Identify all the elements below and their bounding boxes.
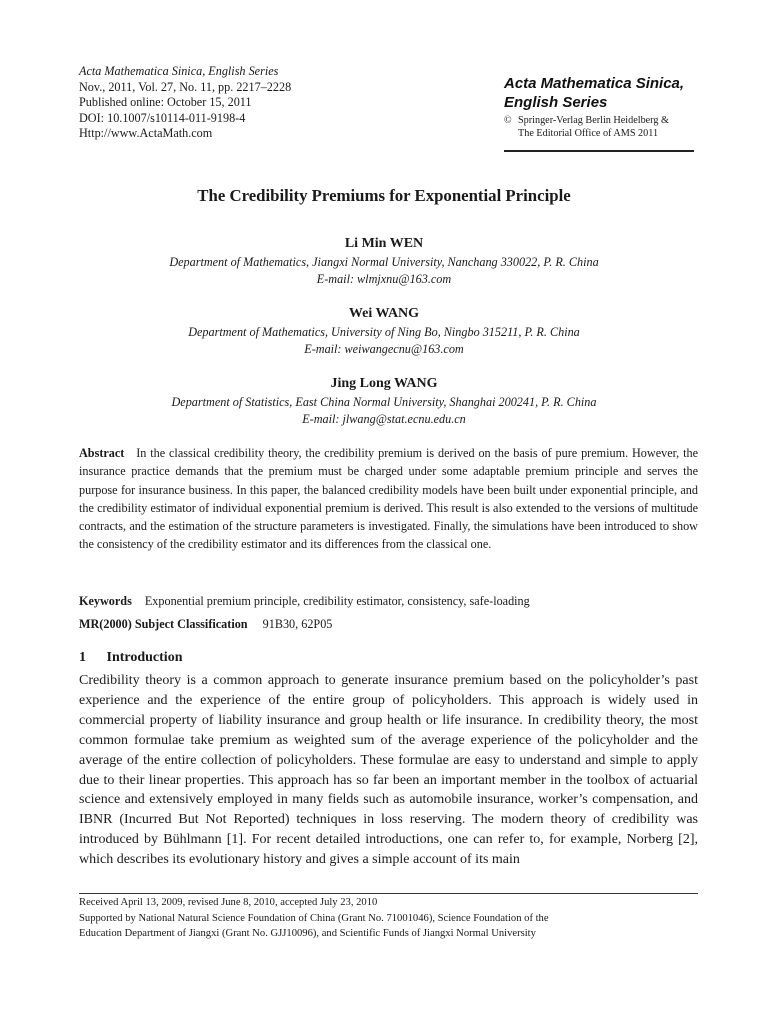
received-dates: Received April 13, 2009, revised June 8, 2010, accepted July 23, 2010 (79, 897, 378, 908)
author-email: E-mail: wlmjxnu@163.com (316, 272, 452, 286)
author-email: E-mail: jlwang@stat.ecnu.edu.cn (302, 412, 466, 426)
paper-title: The Credibility Premiums for Exponential Principle (197, 186, 571, 205)
body-paragraph: Credibility theory is a common approach to generate insurance premium based on the policyholder’s past experience and the experience of the entire group of policyholders. This approach is widely used in commercial property of liability insurance and group health or life insurance. In credibility theory, the most common formulae take premium as weighted sum of the average experience of the policyholder and the average of the entire collection of policyholders. These formulae are easy to understand and simple to apply due to their linear properties. This approach has so far been an important member in the toolbox of actuarial science and extensively employed in many fields such as automobile insurance, worker’s compensation, and IBNR (Incurred But Not Reported) techniques in loss reserving. The modern theory of credibility was introduced by Bühlmann [1]. For recent detailed introductions, one can refer to, for example, Norberg [2], which describes its evolutionary history and gives a simple account of its main (79, 673, 698, 868)
copyright (504, 115, 694, 140)
doi: DOI: 10.1007/s10114-011-9198-4 (79, 110, 246, 125)
issue-info: Nov., 2011, Vol. 27, No. 11, pp. 2217–2228 (79, 79, 292, 94)
copyright-line1: Springer-Verlag Berlin Heidelberg & (518, 115, 669, 126)
footnote-rule (79, 893, 698, 894)
journal-title-line2: English Series (504, 94, 608, 111)
keywords-label: Keywords (79, 594, 132, 608)
journal-brand (504, 74, 694, 140)
copyright-icon: © (504, 115, 512, 126)
author-2 (0, 304, 768, 358)
author-affiliation: Department of Mathematics, University of Ning Bo, Ningbo 315211, P. R. China (188, 325, 580, 339)
funding-line2: Education Department of Jiangxi (Grant No. GJJ10096), and Scientific Funds of Jiangxi Normal University (79, 928, 536, 940)
journal-name: Acta Mathematica Sinica, English Series (79, 64, 279, 78)
journal-url: Http://www.ActaMath.com (79, 126, 213, 141)
section-number: 1 (79, 650, 86, 665)
keywords (79, 594, 698, 609)
footnote (79, 895, 698, 942)
author-1 (0, 234, 768, 288)
section-heading (79, 650, 182, 666)
author-email: E-mail: weiwangecnu@163.com (304, 342, 464, 356)
section-title: Introduction (106, 650, 183, 665)
classification-label: MR(2000) Subject Classification (79, 617, 248, 631)
published-date: Published online: October 15, 2011 (79, 95, 252, 110)
author-affiliation: Department of Mathematics, Jiangxi Normal University, Nanchang 330022, P. R. China (169, 255, 599, 269)
author-name: Wei WANG (348, 306, 420, 321)
classification-text: 91B30, 62P05 (262, 617, 333, 631)
section-body (79, 671, 698, 870)
abstract-label: Abstract (79, 446, 125, 460)
author-name: Jing Long WANG (330, 376, 438, 391)
author-affiliation: Department of Statistics, East China Normal University, Shanghai 200241, P. R. China (171, 395, 597, 409)
abstract-text: In the classical credibility theory, the credibility premium is derived on the basis of pure premium. However, the insurance practice demands that the premium must be charged under some adaptable premium principle and serves the purpose for insurance business. In this paper, the balanced credibility models have been built under exponential principle, and the credibility estimator of individual exponential premium is derived. This result is also extended to the versions of multitude contracts, and the estimation of the structure parameters is investigated. Finally, the simulations have been introduced to show the consistency of the credibility estimator and its differences from the classical one. (79, 446, 698, 552)
journal-header-info (79, 64, 439, 142)
author-name: Li Min WEN (344, 236, 424, 251)
copyright-line2: The Editorial Office of AMS 2011 (518, 127, 659, 139)
abstract (79, 444, 698, 554)
funding-line1: Supported by National Natural Science Foundation of China (Grant No. 71001046), Science Foundation of the (79, 912, 549, 924)
keywords-text: Exponential premium principle, credibility estimator, consistency, safe-loading (144, 594, 530, 608)
author-3 (0, 374, 768, 428)
header-rule (504, 150, 694, 152)
subject-classification (79, 617, 698, 632)
journal-title-line1: Acta Mathematica Sinica, (504, 75, 685, 92)
